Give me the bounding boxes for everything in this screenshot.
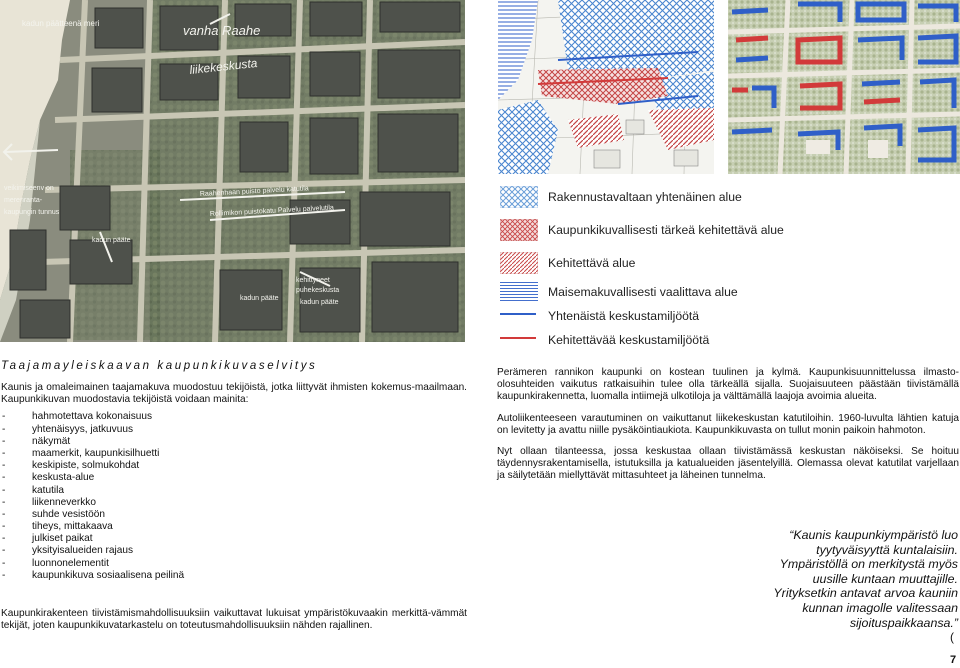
climate-paragraph: Perämeren rannikon kaupunki on kostean tuulinen ja kylmä. Kaupunkisuunnittelussa ilmasto-olosuhteiden vaikutus ratkaisuihin tulee olla tärkeällä sijalla. Suojaisuuteen päästään tiivistämällä kaupunkirakennetta, luomalla intiimejä ulkotiloja ja välttämällä laajoja avoimia alueita. <box>497 367 959 403</box>
quote-source-mark: ( <box>950 630 954 644</box>
list-item: - liikenneverkko <box>1 497 467 509</box>
crosshatch-blue-swatch <box>500 186 538 208</box>
legend-item-rakennustavaltaan <box>498 182 960 208</box>
list-item: - hahmotettava kokonaisuus <box>1 411 467 423</box>
legend-label: Maisemakuvallisesti vaalittava alue <box>548 285 738 299</box>
list-item: - tiheys, mittakaava <box>1 521 467 533</box>
list-item: - yksityisalueiden rajaus <box>1 545 467 557</box>
list-item: - kaupunkikuva sosiaalisena peilinä <box>1 570 467 582</box>
map-label-kadun-paate-3: kadun pääte <box>300 299 339 306</box>
aerial-map-image <box>0 0 465 342</box>
map-label-kadun-paate-2: kadun pääte <box>240 295 279 302</box>
aerial-map <box>0 0 465 342</box>
list-item: - luonnonelementit <box>1 558 467 570</box>
map-label-kaupungin-tunnus: kaupungin tunnus <box>4 209 60 216</box>
legend-item-kehitettava <box>498 248 960 274</box>
map-label-puistokatu-1: Raahenhaan puisto palvelu katutila <box>199 185 309 198</box>
map-label-kadun-paate: kadun pääte <box>92 237 131 244</box>
section-title: Taajamayleiskaavan kaupunkikuvaselvitys <box>1 360 318 372</box>
diagonal-red-swatch <box>500 252 538 274</box>
right-text-column <box>497 367 959 492</box>
list-item: - keskipiste, solmukohdat <box>1 460 467 472</box>
legend-label: Kehitettävää keskustamiljöötä <box>548 333 710 347</box>
legend-item-kaupunkikuvallisesti <box>498 215 960 241</box>
map-legend <box>498 176 960 350</box>
pull-quote: “Kaunis kaupunkiympäristö luo tyytyväisyyttä kuntalaisiin. Ympäristöllä on merkitystä myös uusille kuntaan muuttajille. Yrityksetkin antavat arvoa kauniin kunnan imagolle valitessaan sijoituspaikkaansa.” <box>773 528 958 630</box>
map-label-puhekeskusta: puhekeskusta <box>296 287 340 294</box>
legend-item-kehitettavaa-miljoota <box>498 325 960 351</box>
legend-label: Kehitettävä alue <box>548 256 636 270</box>
map-label-meren-ranta: merenranta- <box>4 197 43 204</box>
red-line-swatch <box>500 337 536 339</box>
left-text-column <box>1 382 467 582</box>
zoning-map-image <box>498 0 714 174</box>
list-item: - julkiset paikat <box>1 533 467 545</box>
factor-list <box>1 411 467 582</box>
list-item: - yhtenäisyys, jatkuvuus <box>1 424 467 436</box>
blue-line-swatch <box>500 313 536 315</box>
legend-label: Kaupunkikuvallisesti tärkeä kehitettävä alue <box>548 223 784 237</box>
map-label-liikekeskusta: liikekeskusta <box>188 55 258 77</box>
horizontal-blue-swatch <box>500 281 538 303</box>
list-item: - keskusta-alue <box>1 472 467 484</box>
legend-item-maisemakuvallisesti <box>498 277 960 303</box>
crosshatch-red-swatch <box>500 219 538 241</box>
list-item: - näkymät <box>1 436 467 448</box>
map-label-puistokatu-2: Rollimikon puistokatu Palvelu palvelutila <box>209 204 335 218</box>
milieu-map <box>728 0 960 174</box>
legend-item-yhtenaista <box>498 301 960 327</box>
traffic-paragraph: Autoliikenteeseen varautuminen on vaikuttanut liikekeskustan katutiloihin. 1960-luvulta lähtien katuja on levitetty ja avattu niille pysäköintiaukiota. Kaupunkikuvasta on tullut monin paikoin hahmoton. <box>497 412 959 436</box>
map-label-veikimisreen: veikimiseenv on <box>4 185 54 192</box>
legend-label: Yhtenäistä keskustamiljöötä <box>548 309 700 323</box>
legend-label: Rakennustavaltaan yhtenäinen alue <box>548 190 742 204</box>
zoning-map <box>498 0 714 174</box>
list-item: - katutila <box>1 485 467 497</box>
closing-paragraph: Kaupunkirakenteen tiivistämismahdollisuuksiin vaikuttavat lukuisat ympäristökuvaakin merkittä-vämmät tekijät, joten kaupunkikuvatarkastelu on toteutusmahdollisuuksiin nähden rajallinen. <box>1 608 467 632</box>
map-label-kadun-paatteena: kadun päätteenä meri <box>22 19 100 28</box>
map-label-vanha-raahe: vanha Raahe <box>183 23 261 38</box>
densification-paragraph: Nyt ollaan tilanteessa, jossa keskustaa ollaan tiivistämässä keskustan näköiseksi. Se hoituu täydennysrakentamisella, istutuksilla ja katualueiden jäsentelyillä. Olemassa olevat katutilat varjellaan ja säilytetään miellyttävät mittasuhteet ja läheinen tunnelma. <box>497 446 959 482</box>
milieu-map-image <box>728 0 960 174</box>
intro-paragraph: Kaunis ja omaleimainen taajamakuva muodostuu tekijöistä, jotka liittyvät ihmisten kokemus-maailmaan. Kaupunkikuvan muodostavia tekijöistä voidaan mainita: <box>1 382 467 406</box>
list-item: - maamerkit, kaupunkisilhuetti <box>1 448 467 460</box>
page-number: 7 <box>950 654 957 666</box>
list-item: - suhde vesistöön <box>1 509 467 521</box>
map-label-kehittyneet: kehittyneet <box>296 277 330 284</box>
